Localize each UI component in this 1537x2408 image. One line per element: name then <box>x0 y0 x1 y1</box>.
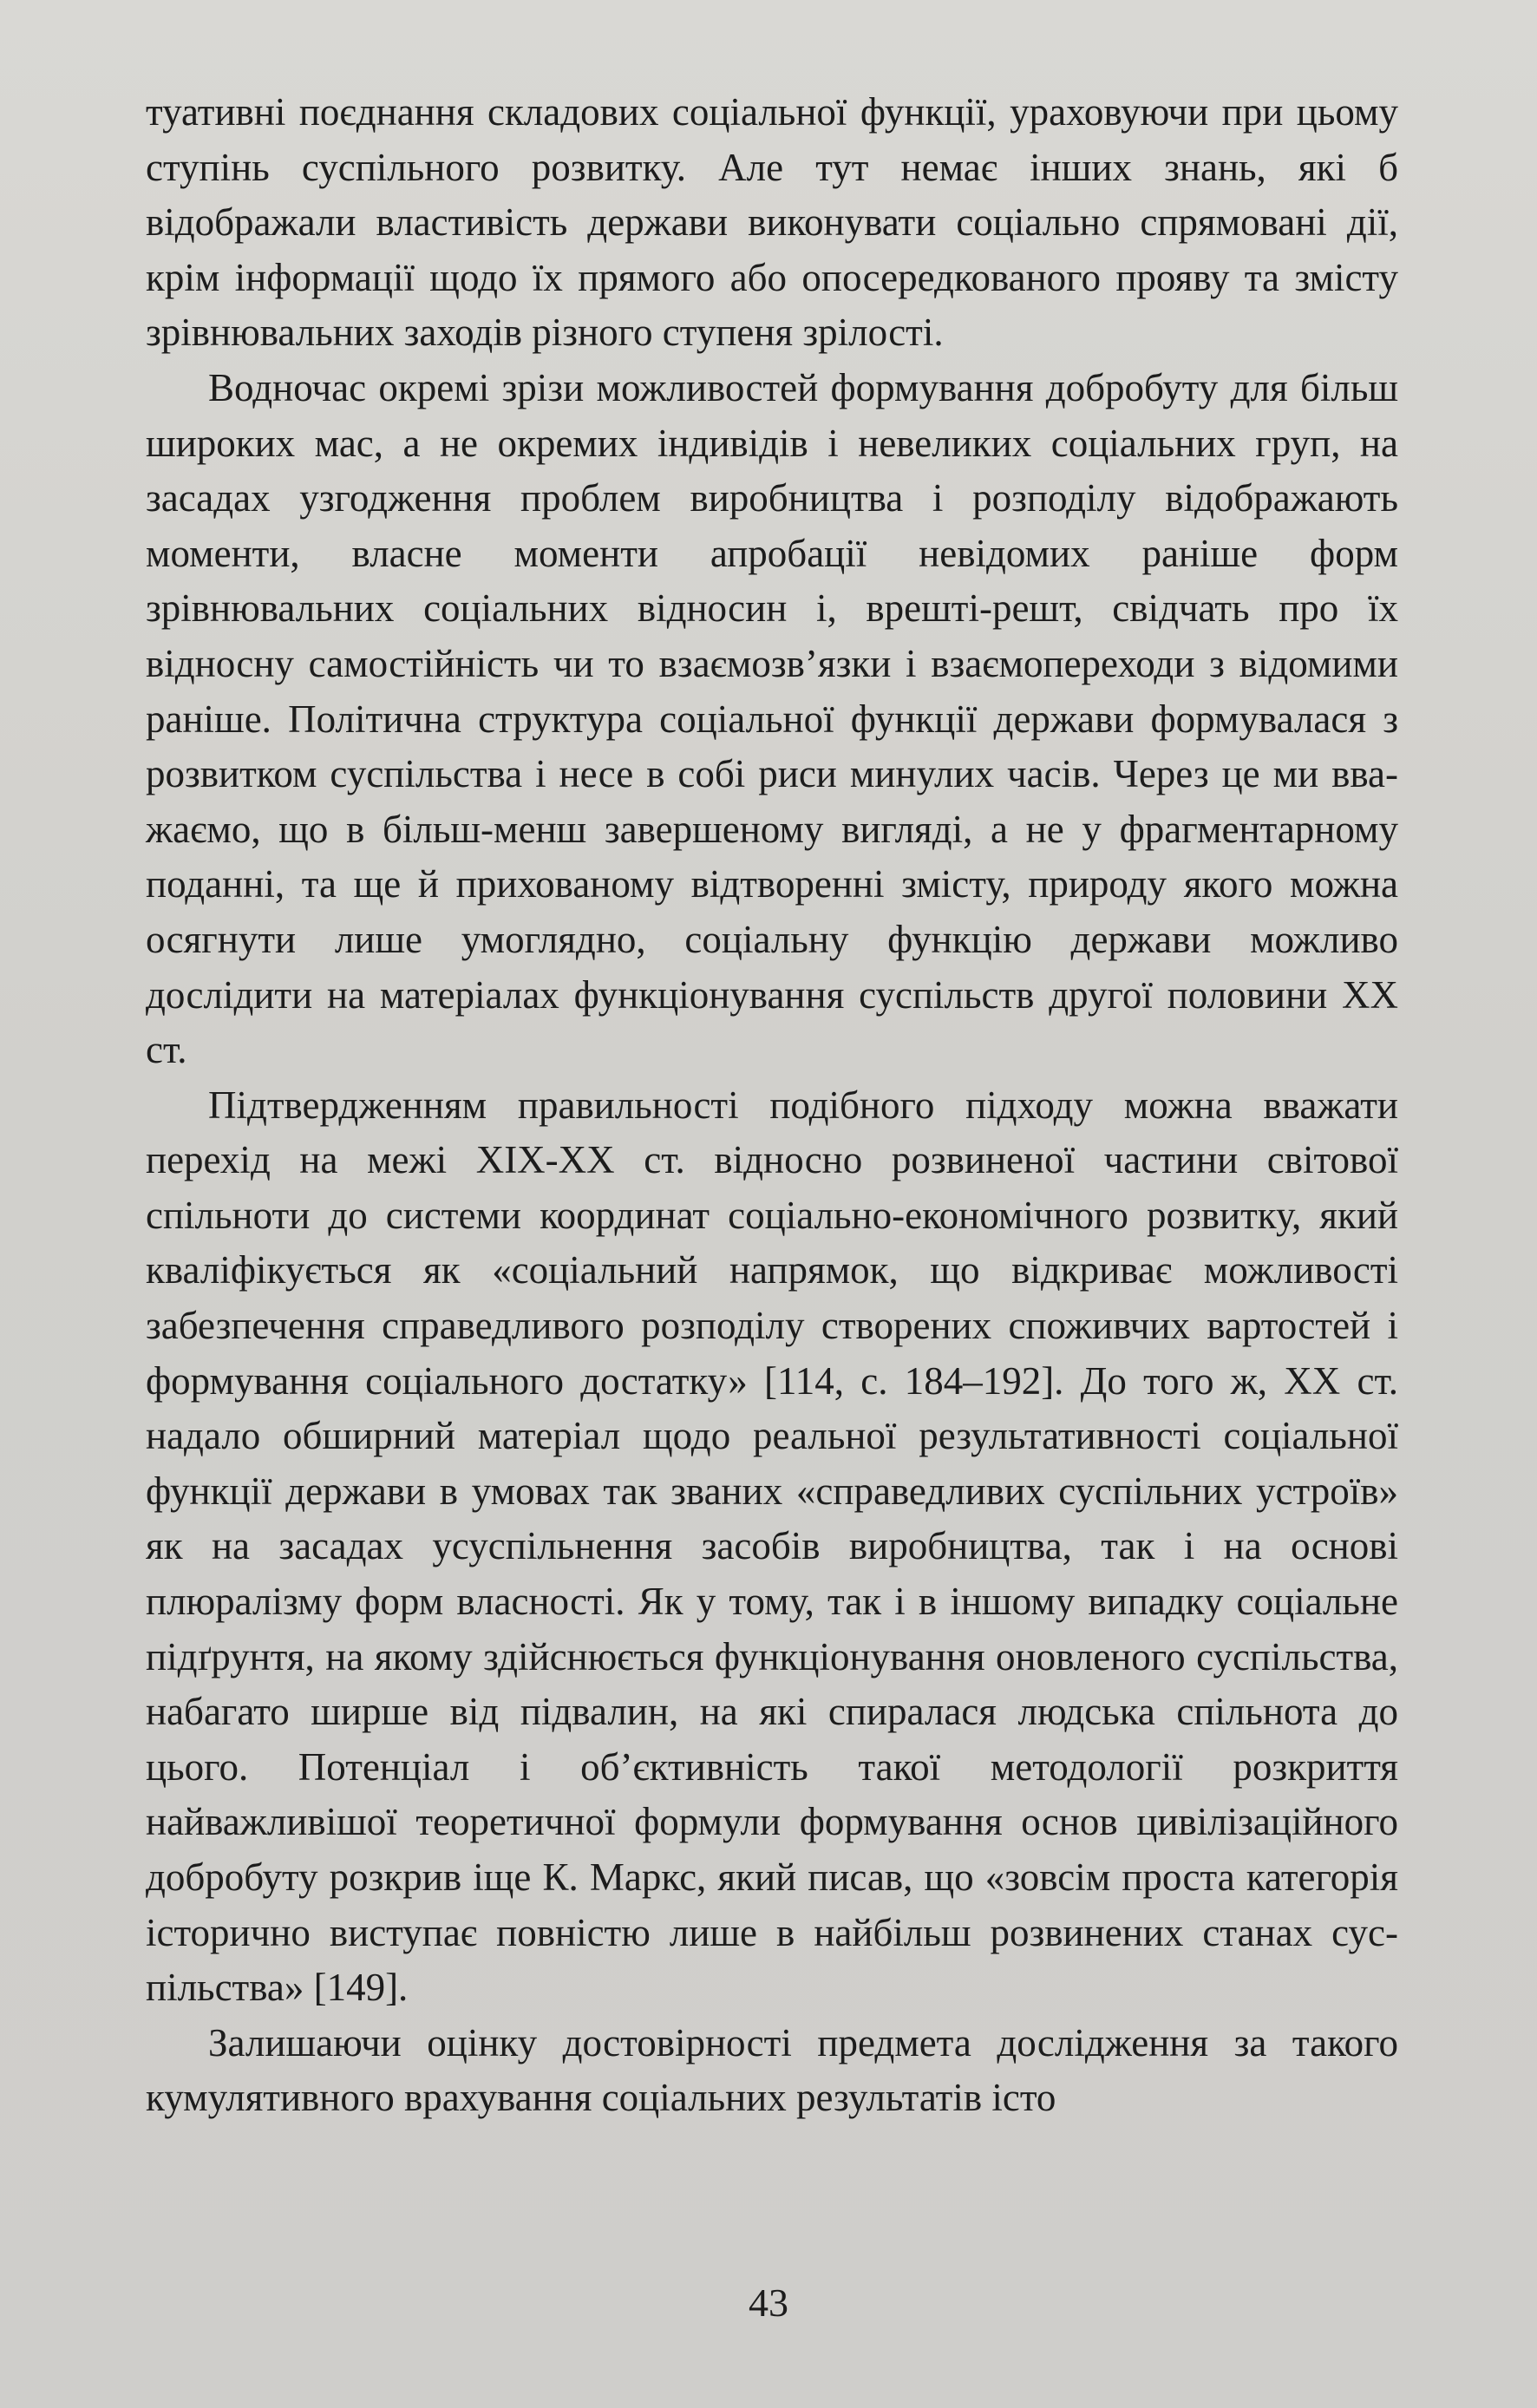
page-number: 43 <box>749 2280 788 2325</box>
paragraph-2: Водночас окремі зрізи можливостей формування добробуту для більш широких мас, а не окремих індивідів і невеликих соціальних груп, на засадах узгодження проблем виробництва і розподілу відображають моменти, власне моменти апробації невідомих раніше форм зрівнювальних соціальних відносин і, врешті-решт, свідчать про їх відносну самостійність чи то взаємозв’язки і взаємопереходи з відомими раніше. Політична структура соціальної функції держави формувалася з розвитком суспільства і несе в собі риси минулих часів. Через це ми вважаємо, що в більш-менш завершеному вигляді, а не у фрагментарному поданні, та ще й прихованому відтворенні змісту, природу якого можна осягнути лише умоглядно, соціальну функцію держави можливо дослідити на матеріалах функціонування суспільств другої половини XX ст. <box>146 365 1398 1072</box>
body-text <box>146 85 1398 2126</box>
paragraph-4: Залишаючи оцінку достовірності предмета дослідження за такого кумулятивного врахування соціальних результатів істо <box>146 2020 1398 2120</box>
paragraph-3: Підтвердженням правильності подібного підходу можна вважати перехід на межі XIX-XX ст. відносно розвиненої частини світової спільноти до системи координат соціально-економічного розвитку, який кваліфікується як «соціальний напрямок, що відкриває можливості забезпечення справедливого розподілу створених споживчих вартостей і формування соціального достатку» [114, с. 184–192]. До того ж, XX ст. надало обширний матеріал щодо реальної результативності соціальної функції держави в умовах так званих «справедливих суспільних устроїв» як на засадах усуспільнення засобів виробництва, так і на основі плюралізму форм власності. Як у тому, так і в іншому випадку соціальне підґрунтя, на якому здійснюється функціонування оновленого суспільства, набагато ширше від підвалин, на які спиралася людська спільнота до цього. Потенціал і об’єктивність такої методології розкриття найважливішої теоретичної формули формування основ цивілізаційного добробуту розкрив іще К. Маркс, який писав, що «зовсім проста категорія історично виступає повністю лише в найбільш розвинених станах суспільства» [149]. <box>146 1083 1398 2010</box>
paragraph-1: туативні поєднання складових соціальної функції, ураховуючи при цьому ступінь суспільного розвитку. Але тут немає інших знань, які б відображали властивість держави виконувати соціально спрямовані дії, крім інформації щодо їх прямого або опосередкованого прояву та змісту зрівнювальних заходів різного ступеня зрілості. <box>146 90 1398 355</box>
